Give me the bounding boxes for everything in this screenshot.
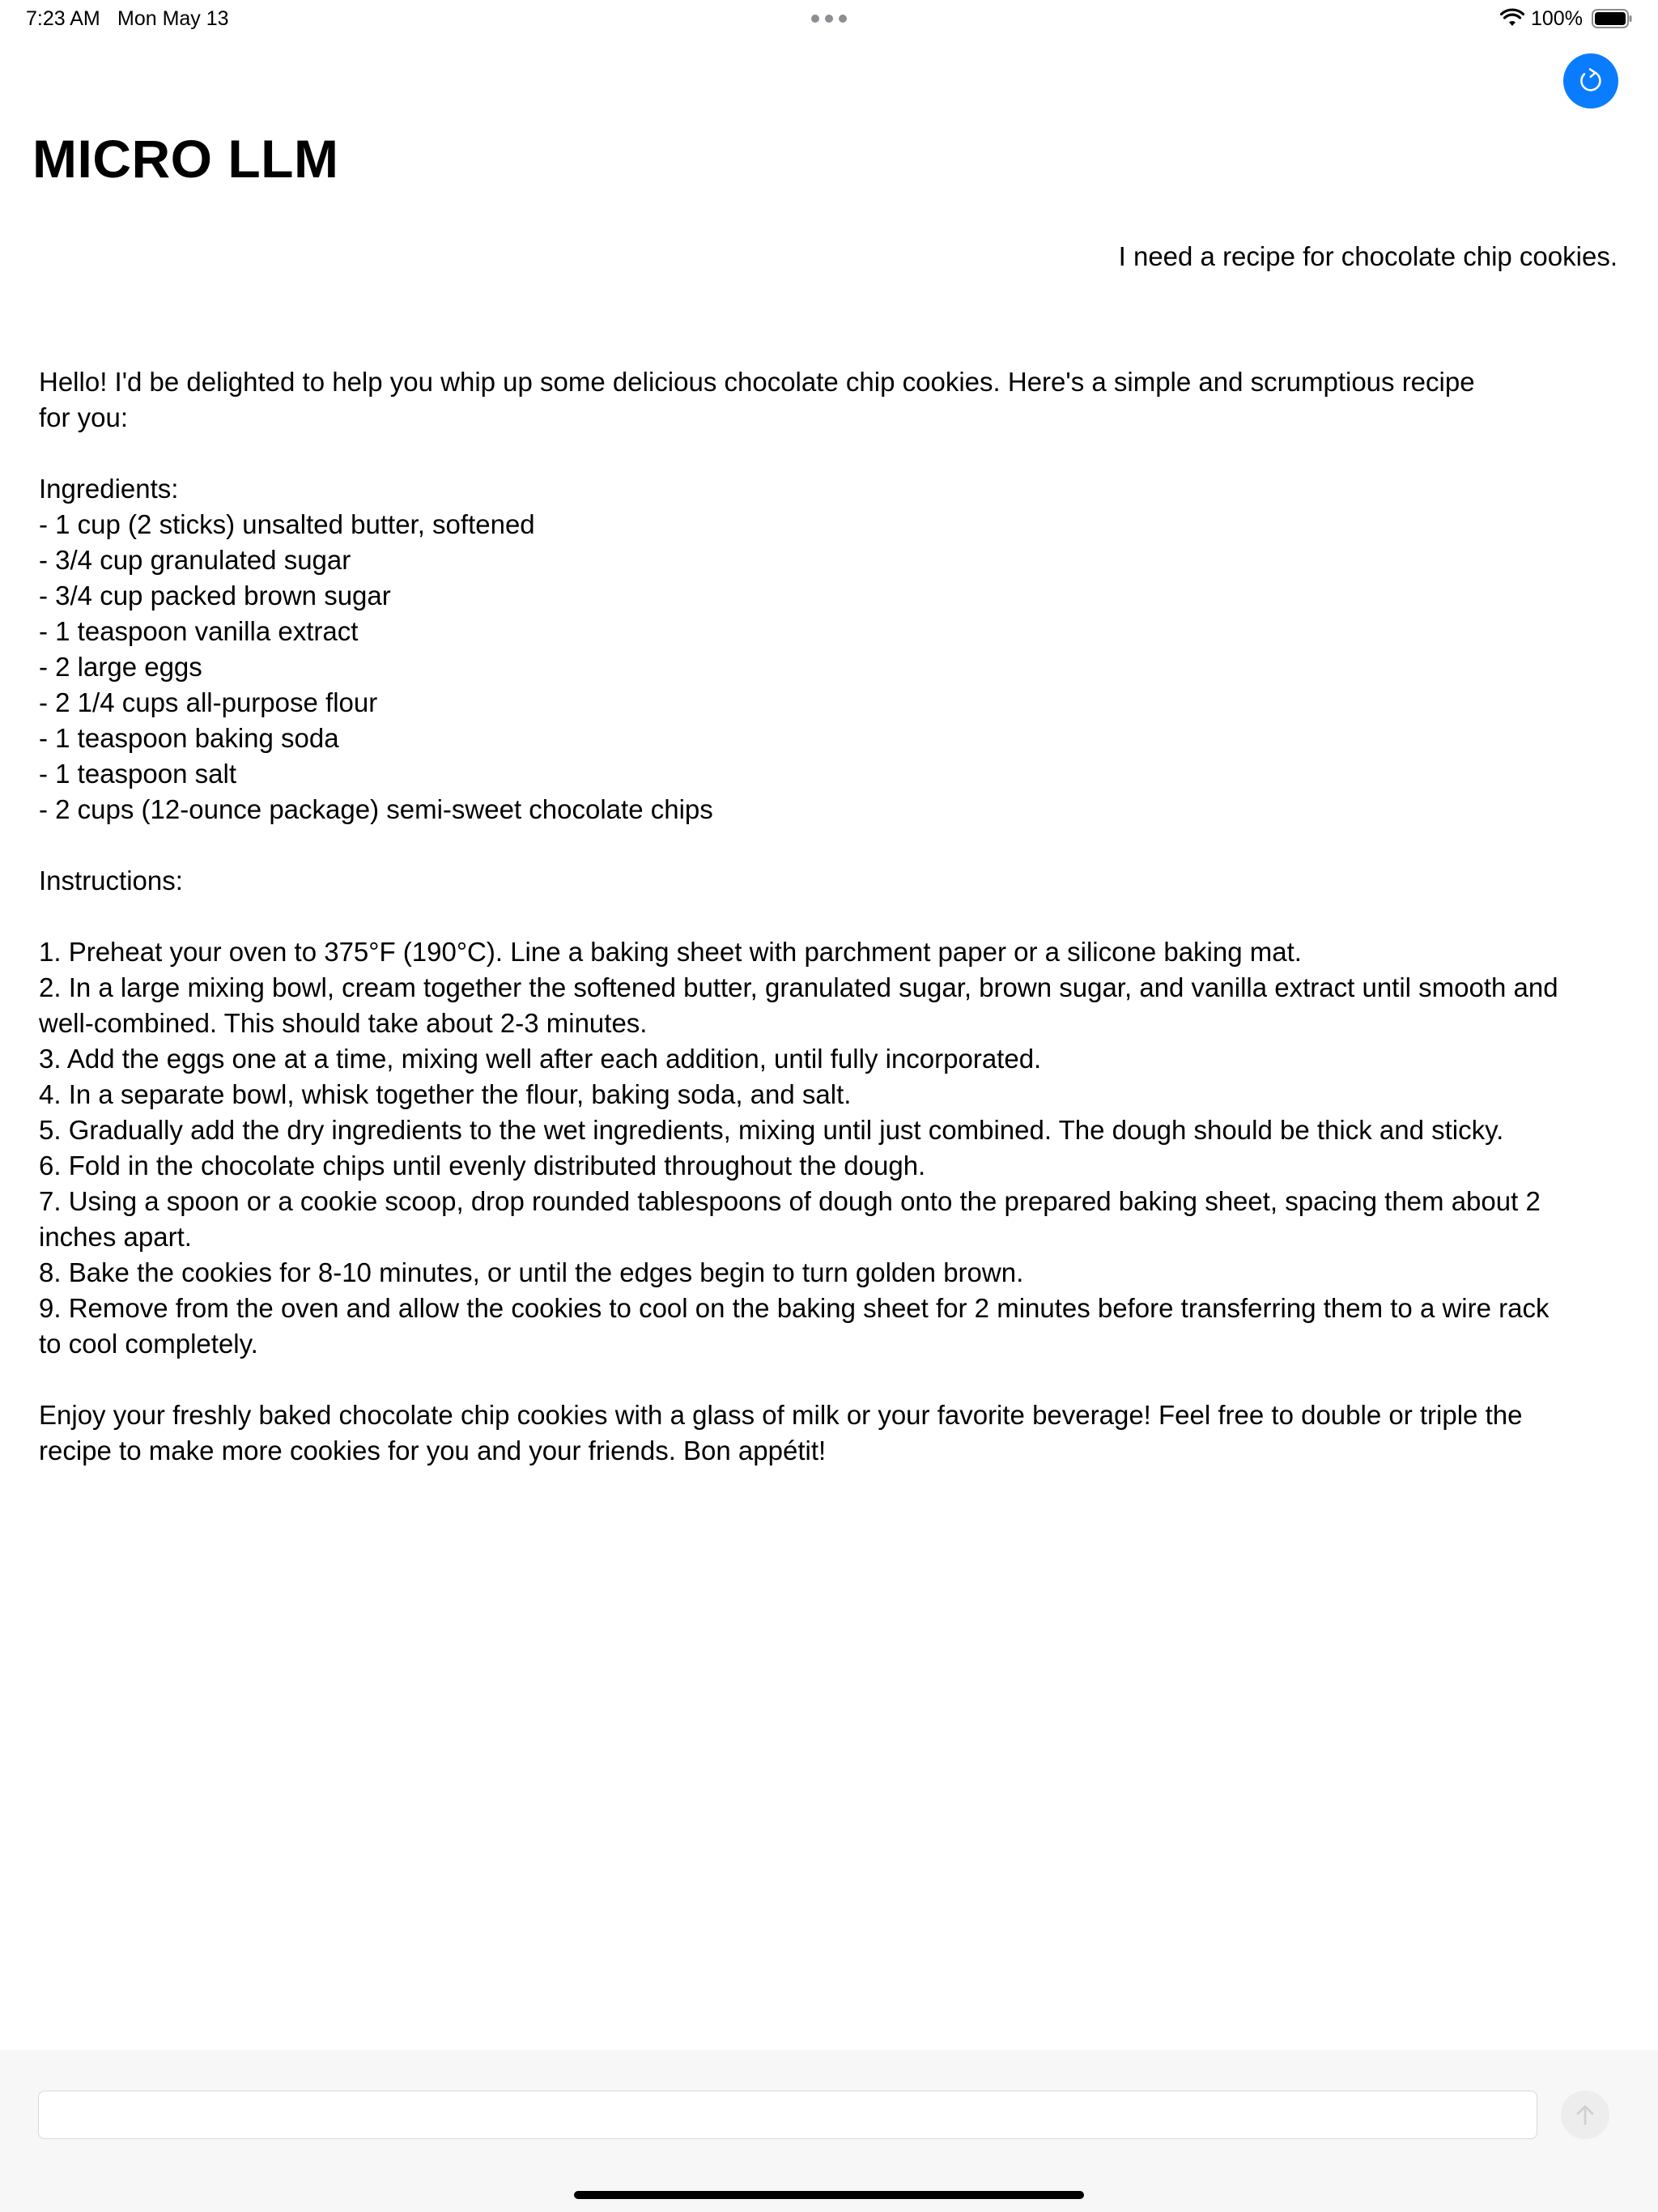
status-bar: [0, 0, 1658, 39]
multitask-dots-icon[interactable]: [811, 15, 847, 23]
message-input[interactable]: [38, 2091, 1537, 2139]
wifi-icon: [1500, 8, 1524, 28]
user-message: I need a recipe for chocolate chip cookies.: [1118, 241, 1618, 271]
status-date: Mon May 13: [117, 7, 229, 30]
battery-percent: 100%: [1531, 7, 1583, 30]
home-indicator[interactable]: [574, 2191, 1084, 2199]
page-title: MICRO LLM: [32, 129, 339, 189]
battery-icon: [1592, 9, 1632, 28]
arrow-up-icon: [1573, 2103, 1597, 2127]
send-button[interactable]: [1561, 2091, 1609, 2139]
refresh-icon: [1577, 67, 1605, 95]
reset-conversation-button[interactable]: [1563, 53, 1618, 108]
assistant-message: Hello! I'd be delighted to help you whip up some delicious chocolate chip cookies. Here's a simple and scrumptious recipe for you: Ingredients: - 1 cup (2 sticks) unsalted butter, softened - 3/4 cup granulated sugar - 3/4 cup packed brown sugar - 1 teaspoon vanilla extract - 2 large eggs - 2 1/4 cups all-purpose flour - 1 teaspoon baking soda - 1 teaspoon salt - 2 cups (12-ounce package) semi-sweet chocolate chips Instructions: 1. Preheat your oven to 375°F (190°C). Line a baking sheet with parchment paper or a silicone baking mat. 2. In a large mixing bowl, cream together the softened butter, granulated sugar, brown sugar, and vanilla extract until smooth and well-combined. This should take about 2-3 minutes. 3. Add the eggs one at a time, mixing well after each addition, until fully incorporated. 4. In a separate bowl, whisk together the flour, baking soda, and salt. 5. Gradually add the dry ingredients to the wet ingredients, mixing until just combined. The dough should be thick and sticky. 6. Fold in the chocolate chips until evenly distributed throughout the dough. 7. Using a spoon or a cookie scoop, drop rounded tablespoons of dough onto the prepared baking sheet, spacing them about 2 inches apart. 8. Bake the cookies for 8-10 minutes, or until the edges begin to turn golden brown. 9. Remove from the oven and allow the cookies to cool on the baking sheet for 2 minutes before transferring them to a wire rack to cool completely. Enjoy your freshly baked chocolate chip cookies with a glass of milk or your favorite beverage! Feel free to double or triple the recipe to make more cookies for you and your friends. Bon appétit!: [39, 367, 1558, 1465]
status-time: 7:23 AM: [26, 7, 100, 30]
